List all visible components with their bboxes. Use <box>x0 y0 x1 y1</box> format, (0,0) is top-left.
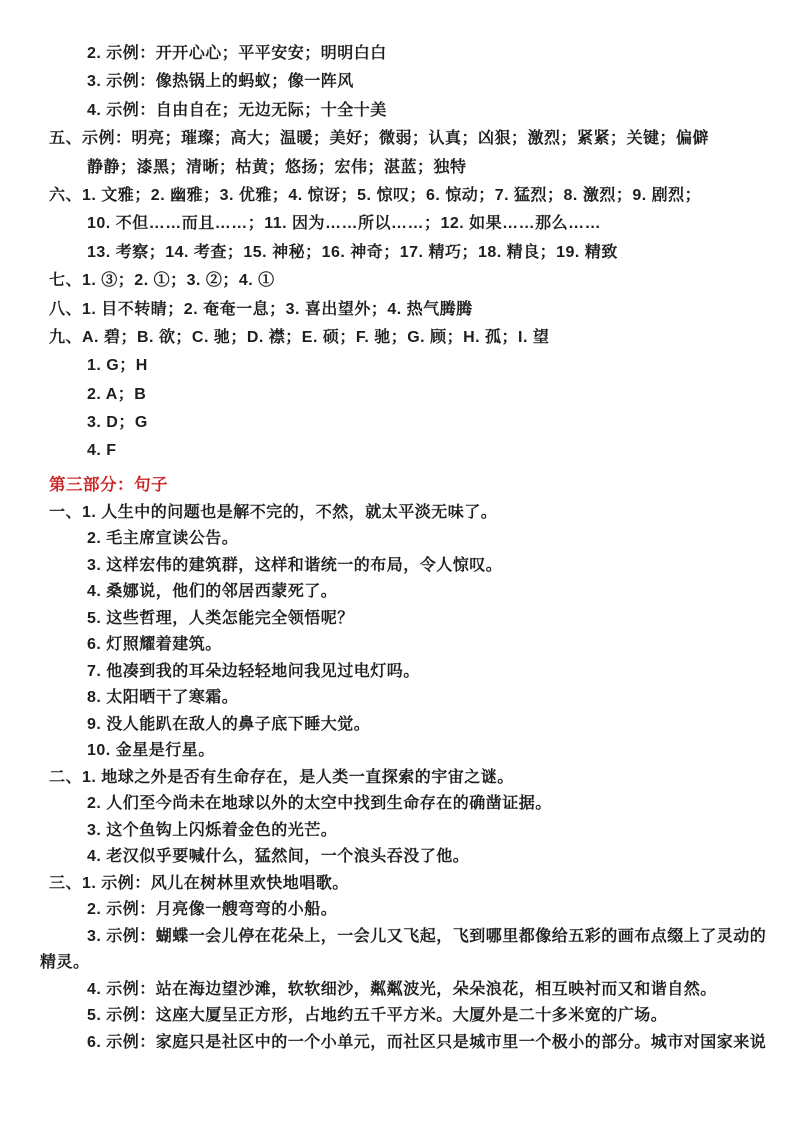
answer-line: 2. 示例：月亮像一艘弯弯的小船。 <box>87 901 338 919</box>
answer-line: 6. 灯照耀着建筑。 <box>87 636 222 654</box>
answer-line: 2. 毛主席宣读公告。 <box>87 530 239 548</box>
answer-line: 8. 太阳晒干了寒霜。 <box>87 689 239 707</box>
answer-line: 2. A；B <box>87 385 147 403</box>
part3-sentences-block <box>0 500 793 1057</box>
answer-line: 七、1. ③；2. ①；3. ②；4. ① <box>49 272 275 290</box>
answer-line: 6. 示例：家庭只是社区中的一个小单元，而社区只是城市里一个极小的部分。城市对国家来说 <box>87 1033 767 1051</box>
answer-line: 5. 这些哲理，人类怎能完全领悟呢？ <box>87 609 354 627</box>
answer-line: 4. 桑娜说，他们的邻居西蒙死了。 <box>87 583 338 601</box>
answer-line: 精灵。 <box>40 954 90 972</box>
answer-line: 13. 考察；14. 考查；15. 神秘；16. 神奇；17. 精巧；18. 精良；19. 精致 <box>87 243 618 261</box>
answer-line: 3. D；G <box>87 414 148 432</box>
answer-line: 4. F <box>87 442 117 460</box>
answer-line: 五、示例：明亮；璀璨；高大；温暖；美好；微弱；认真；凶狠；激烈；紧紧；关键；偏僻 <box>49 130 710 148</box>
answer-line: 六、1. 文雅；2. 幽雅；3. 优雅；4. 惊讶；5. 惊叹；6. 惊动；7. 猛烈；8. 激烈；9. 剧烈； <box>49 186 702 204</box>
answer-line: 八、1. 目不转睛；2. 奄奄一息；3. 喜出望外；4. 热气腾腾 <box>49 300 473 318</box>
answer-line: 4. 老汉似乎要喊什么，猛然间，一个浪头吞没了他。 <box>87 848 470 866</box>
answer-line: 1. G；H <box>87 357 148 375</box>
part2-answers-block <box>0 40 793 466</box>
part3-heading: 第三部分：句子 <box>49 475 168 494</box>
answer-line: 4. 示例：站在海边望沙滩，软软细沙，粼粼波光，朵朵浪花，相互映衬而又和谐自然。 <box>87 980 717 998</box>
answer-line: 10. 金星是行星。 <box>87 742 215 760</box>
answer-line: 5. 示例：这座大厦呈正方形，占地约五千平方米。大厦外是二十多米宽的广场。 <box>87 1007 668 1025</box>
answer-line: 静静；漆黑；清晰；枯黄；悠扬；宏伟；湛蓝；独特 <box>87 158 467 176</box>
answer-line: 7. 他凑到我的耳朵边轻轻地问我见过电灯吗。 <box>87 662 420 680</box>
answer-line: 2. 人们至今尚未在地球以外的太空中找到生命存在的确凿证据。 <box>87 795 552 813</box>
answer-line: 3. 这个鱼钩上闪烁着金色的光芒。 <box>87 821 338 839</box>
answer-line: 2. 示例：开开心心；平平安安；明明白白 <box>87 45 387 62</box>
answer-line: 3. 示例：像热锅上的蚂蚁；像一阵风 <box>87 73 354 91</box>
answer-line: 4. 示例：自由自在；无边无际；十全十美 <box>87 101 387 119</box>
answer-line: 10. 不但……而且……；11. 因为……所以……；12. 如果……那么…… <box>87 215 602 233</box>
answer-line: 九、A. 碧；B. 欲；C. 驰；D. 襟；E. 硕；F. 驰；G. 顾；H. 孤；I. 望 <box>49 328 550 346</box>
answer-line: 9. 没人能趴在敌人的鼻子底下睡大觉。 <box>87 715 371 733</box>
answer-line: 二、1. 地球之外是否有生命存在，是人类一直探索的宇宙之谜。 <box>49 768 514 786</box>
answer-line: 一、1. 人生中的问题也是解不完的，不然，就太平淡无味了。 <box>49 503 498 521</box>
answer-line: 3. 示例：蝴蝶一会儿停在花朵上，一会儿又飞起，飞到哪里都像给五彩的画布点缀上了灵动的 <box>87 927 767 945</box>
answer-line: 三、1. 示例：风儿在树林里欢快地唱歌。 <box>49 874 349 892</box>
answer-line: 3. 这样宏伟的建筑群，这样和谐统一的布局，令人惊叹。 <box>87 556 503 574</box>
